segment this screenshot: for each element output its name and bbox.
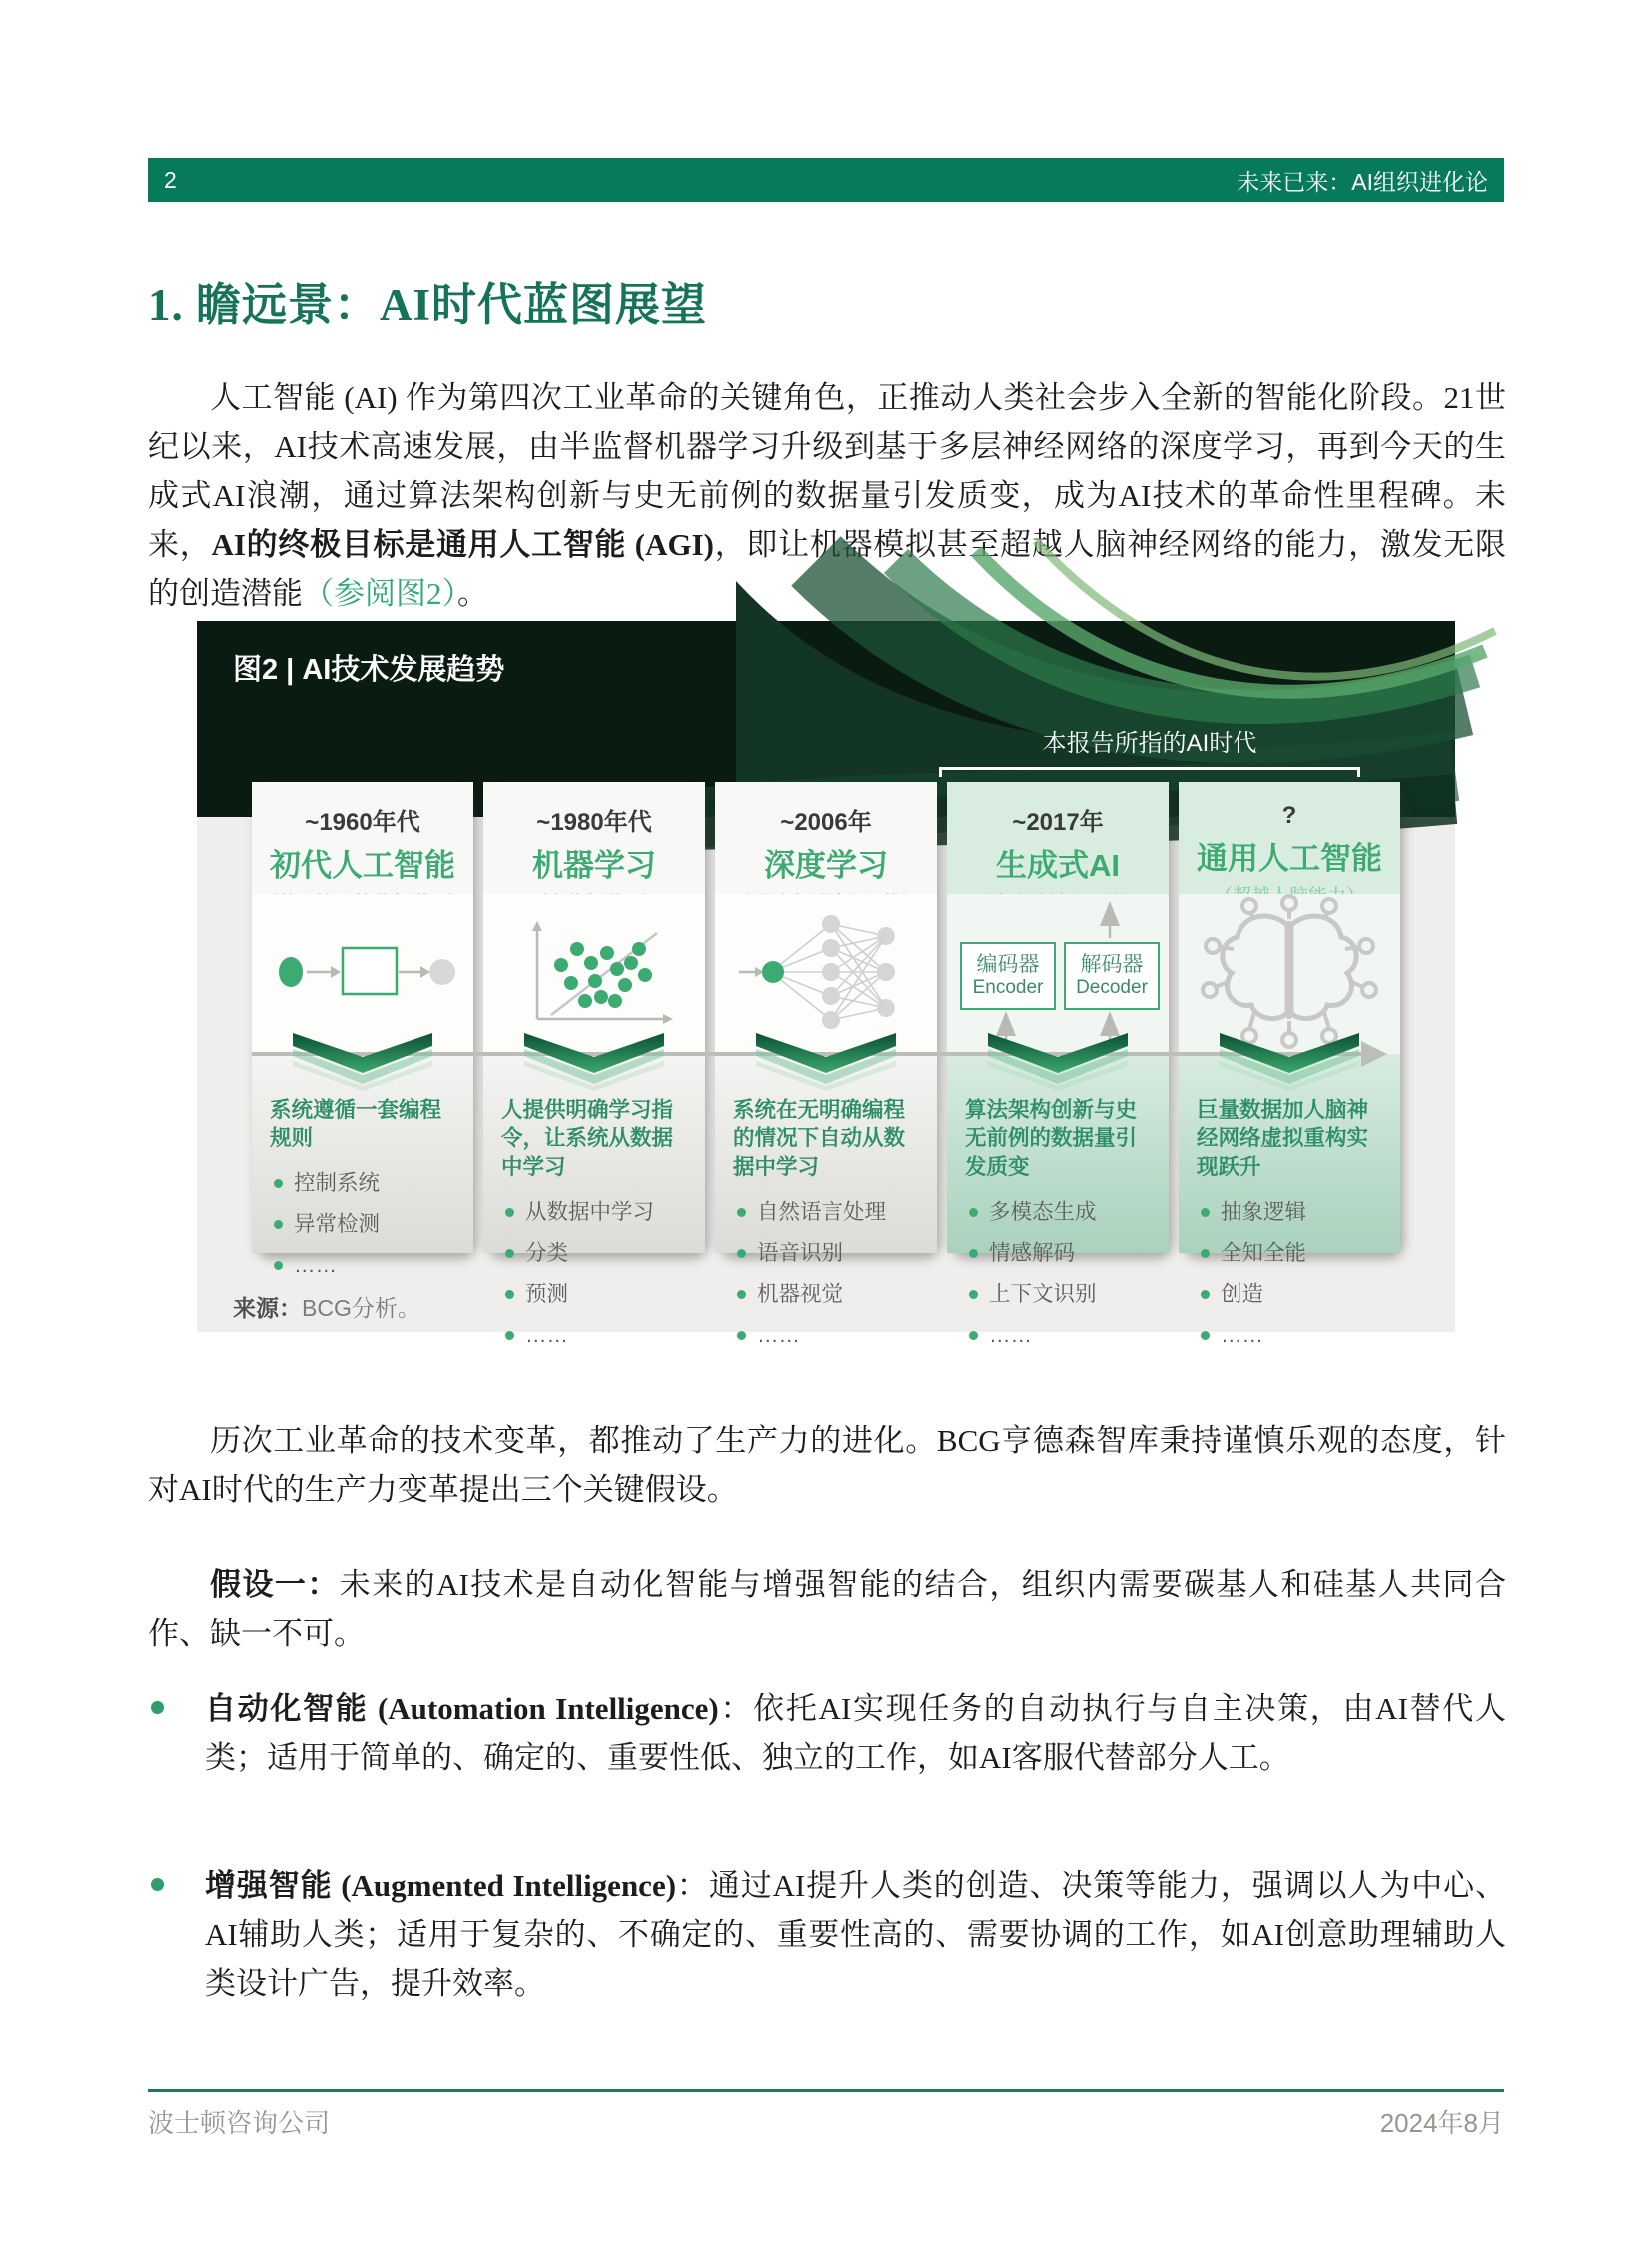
page-header-bar — [148, 158, 1504, 202]
chevron-down-icon — [1215, 1033, 1364, 1096]
card-desc: 算法架构创新与史无前例的数据量引发质变 — [965, 1098, 1138, 1179]
hypothesis-rest: 未来的AI技术是自动化智能与增强智能的结合，组织内需要碳基人和硅基人共同合作、缺一不可。 — [148, 1567, 1506, 1651]
card-name: 深度学习 — [764, 848, 888, 883]
bullet-lead: 增强智能 (Augmented Intelligence) — [205, 1868, 677, 1903]
bullet-rest: ：通过AI提升人类的创造、决策等能力，强调以人为中心、AI辅助人类；适用于复杂的、不确定的、重要性高的、需要协调的工作，如AI创意助理辅助人类设计广告，提升效率。 — [205, 1868, 1506, 2001]
encoder-box: 编码器 Encoder — [960, 942, 1056, 1010]
era-card-1980s — [483, 782, 705, 1347]
card-bullet-item: 语音识别 — [733, 1233, 919, 1274]
era-card-agi — [1179, 782, 1400, 1347]
card-bullet-list — [270, 1163, 455, 1286]
card-bullet-item: 控制系统 — [270, 1163, 455, 1204]
card-bullet-item: 上下文识别 — [965, 1274, 1151, 1315]
card-bullet-item: 情感解码 — [965, 1233, 1151, 1274]
chevron-down-icon — [751, 1033, 901, 1096]
card-year: ? — [1281, 802, 1297, 829]
company-name: 波士顿咨询公司 — [148, 2108, 331, 2138]
productivity-paragraph: 历次工业革命的技术变革，都推动了生产力的进化。BCG亨德森智库秉持谨慎乐观的态度，针对AI时代的生产力变革提出三个关键假设。 — [148, 1423, 1506, 1507]
card-bullet-item: 分类 — [501, 1233, 687, 1274]
figure-title: 图2 | AI技术发展趋势 — [233, 654, 505, 686]
card-year: ~1960年代 — [305, 809, 420, 836]
scatter-plot-icon — [499, 907, 689, 1042]
chevron-down-icon — [288, 1033, 437, 1096]
card-bullet-item: …… — [965, 1315, 1151, 1356]
era-card-2006 — [715, 782, 937, 1347]
source-note — [233, 1290, 420, 1323]
bullet-lead: 自动化智能 (Automation Intelligence) — [205, 1691, 719, 1726]
report-title: 未来已来：AI组织进化论 — [1237, 168, 1488, 195]
intro-text-2: ，即让机器模拟甚至超越人脑神经网络的能力，激发无限的创造潜能 — [148, 527, 1507, 611]
chevron-down-icon — [983, 1033, 1133, 1096]
card-desc: 巨量数据加人脑神经网络虚拟重构实现跃升 — [1197, 1098, 1369, 1179]
era-card-1960s — [252, 782, 473, 1277]
card-bullet-item: …… — [1197, 1315, 1382, 1356]
input-process-output-icon — [263, 912, 462, 1037]
bullet-dot-icon — [151, 1878, 164, 1891]
figure-ref-link[interactable]: （参阅图2） — [303, 576, 457, 611]
intro-text-1: 人工智能 (AI) 作为第四次工业革命的关键角色，正推动人类社会步入全新的智能化阶段。21世纪以来，AI技术高速发展，由半监督机器学习升级到基于多层神经网络的深度学习，再到今天的生成式AI浪潮，通过算法架构创新与史无前例的数据量引发质变，成为AI技术的革命性里程碑。未来， — [148, 380, 1506, 562]
card-bullet-list — [733, 1192, 919, 1356]
publication-date: 2024年8月 — [1379, 2108, 1504, 2138]
bullet-item-automation — [148, 1684, 1506, 1782]
footer-divider — [148, 2089, 1504, 2092]
card-bullet-item: 创造 — [1197, 1274, 1382, 1315]
source-text: BCG分析。 — [302, 1295, 420, 1321]
era-card-2017 — [947, 782, 1169, 1347]
card-bullet-item: 自然语言处理 — [733, 1192, 919, 1233]
ai-era-label: 本报告所指的AI时代 — [1042, 730, 1257, 757]
card-bullet-item: …… — [501, 1315, 687, 1356]
source-label: 来源： — [233, 1295, 302, 1321]
card-desc: 系统遵循一套编程规则 — [270, 1098, 442, 1150]
agi-bold-text: AI的终极目标是通用人工智能 (AGI) — [211, 527, 714, 562]
card-desc: 人提供明确学习指令，让系统从数据中学习 — [501, 1098, 674, 1179]
page-footer — [148, 2103, 1504, 2140]
section-title: 1. 瞻远景：AI时代蓝图展望 — [148, 280, 708, 330]
card-bullet-item: 异常检测 — [270, 1204, 455, 1245]
hypothesis-paragraph — [148, 1560, 1506, 1658]
hypothesis-lead: 假设一： — [210, 1567, 340, 1602]
chevron-down-icon — [519, 1033, 669, 1096]
figure-2 — [197, 621, 1455, 1347]
bullet-dot-icon — [151, 1701, 164, 1714]
card-bullet-item: 全知全能 — [1197, 1233, 1382, 1274]
card-year: ~2006年 — [780, 809, 872, 836]
decoder-box: 解码器 Decoder — [1064, 942, 1160, 1010]
page-number: 2 — [164, 166, 177, 193]
card-desc: 系统在无明确编程的情况下自动从数据中学习 — [733, 1098, 906, 1179]
card-name: 生成式AI — [996, 848, 1120, 883]
card-name: 通用人工智能 — [1197, 841, 1382, 876]
card-bullet-list — [965, 1192, 1151, 1356]
timeline-arrow-icon — [1361, 1041, 1387, 1067]
brain-circuit-icon — [1190, 897, 1389, 1052]
card-bullet-item: 抽象逻辑 — [1197, 1192, 1382, 1233]
card-bullet-list — [501, 1192, 687, 1356]
neural-network-icon — [731, 907, 921, 1042]
card-bullet-list — [1197, 1192, 1382, 1356]
card-name: 初代人工智能 — [270, 848, 455, 883]
ai-era-bracket — [939, 767, 1360, 777]
bullet-item-augmented — [148, 1862, 1506, 2008]
card-bullet-item: …… — [733, 1315, 919, 1356]
card-bullet-item: 机器视觉 — [733, 1274, 919, 1315]
intro-text-3: 。 — [457, 576, 488, 611]
encoder-decoder-icon — [947, 894, 1169, 1054]
bullet-rest: ：依托AI实现任务的自动执行与自主决策，由AI替代人类；适用于简单的、确定的、重要性低、独立的工作，如AI客服代替部分人工。 — [205, 1691, 1506, 1775]
card-bullet-item: 从数据中学习 — [501, 1192, 687, 1233]
card-bullet-item: …… — [270, 1245, 455, 1286]
card-bullet-item: 预测 — [501, 1274, 687, 1315]
card-bullet-item: 多模态生成 — [965, 1192, 1151, 1233]
card-name: 机器学习 — [532, 848, 656, 883]
card-year: ~1980年代 — [536, 809, 652, 836]
card-year: ~2017年 — [1012, 809, 1104, 836]
